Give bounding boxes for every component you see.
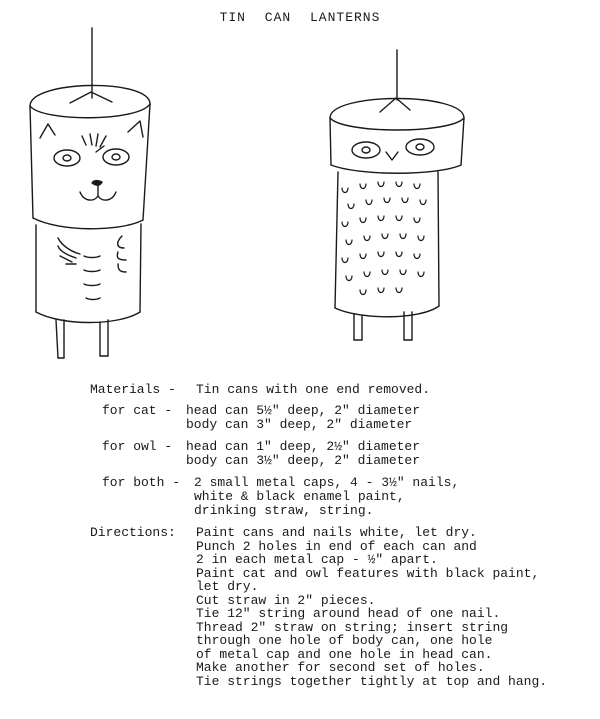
both-label: for both - [102, 475, 181, 490]
owl-left-eye [352, 142, 380, 158]
directions-list [196, 526, 547, 688]
direction-line: 2 in each metal cap - ½" apart. [196, 552, 438, 567]
directions-label: Directions: [90, 525, 176, 540]
cat-label: for cat - [102, 403, 173, 418]
materials-text: Tin cans with one end removed. [196, 382, 431, 397]
owl-line-1: head can 1" deep, 2½" diameter [186, 439, 421, 454]
cat-lantern-drawing [30, 28, 150, 358]
direction-line: Paint cans and nails white, let dry. [196, 525, 477, 540]
owl-top-wire [380, 98, 410, 112]
cat-line-2: body can 3" deep, 2" diameter [186, 417, 413, 432]
owl-label: for owl - [102, 439, 173, 454]
cat-top-wire [70, 92, 112, 103]
direction-line: Cut straw in 2" pieces. [196, 592, 376, 608]
owl-feathers [342, 182, 426, 295]
owl-right-eye [406, 139, 434, 155]
both-line-2: white & black enamel paint, [194, 489, 405, 504]
direction-line: Make another for second set of holes. [196, 660, 485, 675]
cat-right-eye [103, 149, 129, 165]
direction-line: Tie 12" string around head of one nail. [196, 606, 501, 621]
cat-line-1: head can 5½" deep, 2" diameter [186, 403, 421, 418]
both-line-3: drinking straw, string. [194, 503, 374, 518]
owl-line-2: body can 3½" deep, 2" diameter [186, 453, 421, 468]
both-line-1: 2 small metal caps, 4 - 3½" nails, [194, 475, 460, 490]
cat-left-eye [54, 150, 80, 166]
direction-line: Thread 2" straw on string; insert string [196, 619, 509, 635]
direction-line: through one hole of body can, one hole [196, 633, 493, 648]
direction-line: Paint cat and owl features with black paint, [196, 565, 540, 581]
direction-line: of metal cap and one hole in head can. [196, 646, 493, 662]
page-title: TIN CAN LANTERNS [219, 10, 381, 25]
direction-line: Punch 2 holes in end of each can and [196, 538, 477, 554]
direction-line: Tie strings together tightly at top and hang. [196, 673, 548, 689]
materials-label: Materials - [90, 382, 176, 397]
owl-head-rim [330, 99, 464, 119]
owl-lantern-drawing [330, 50, 464, 340]
cat-head-rim [30, 85, 150, 106]
direction-line: let dry. [196, 579, 259, 594]
